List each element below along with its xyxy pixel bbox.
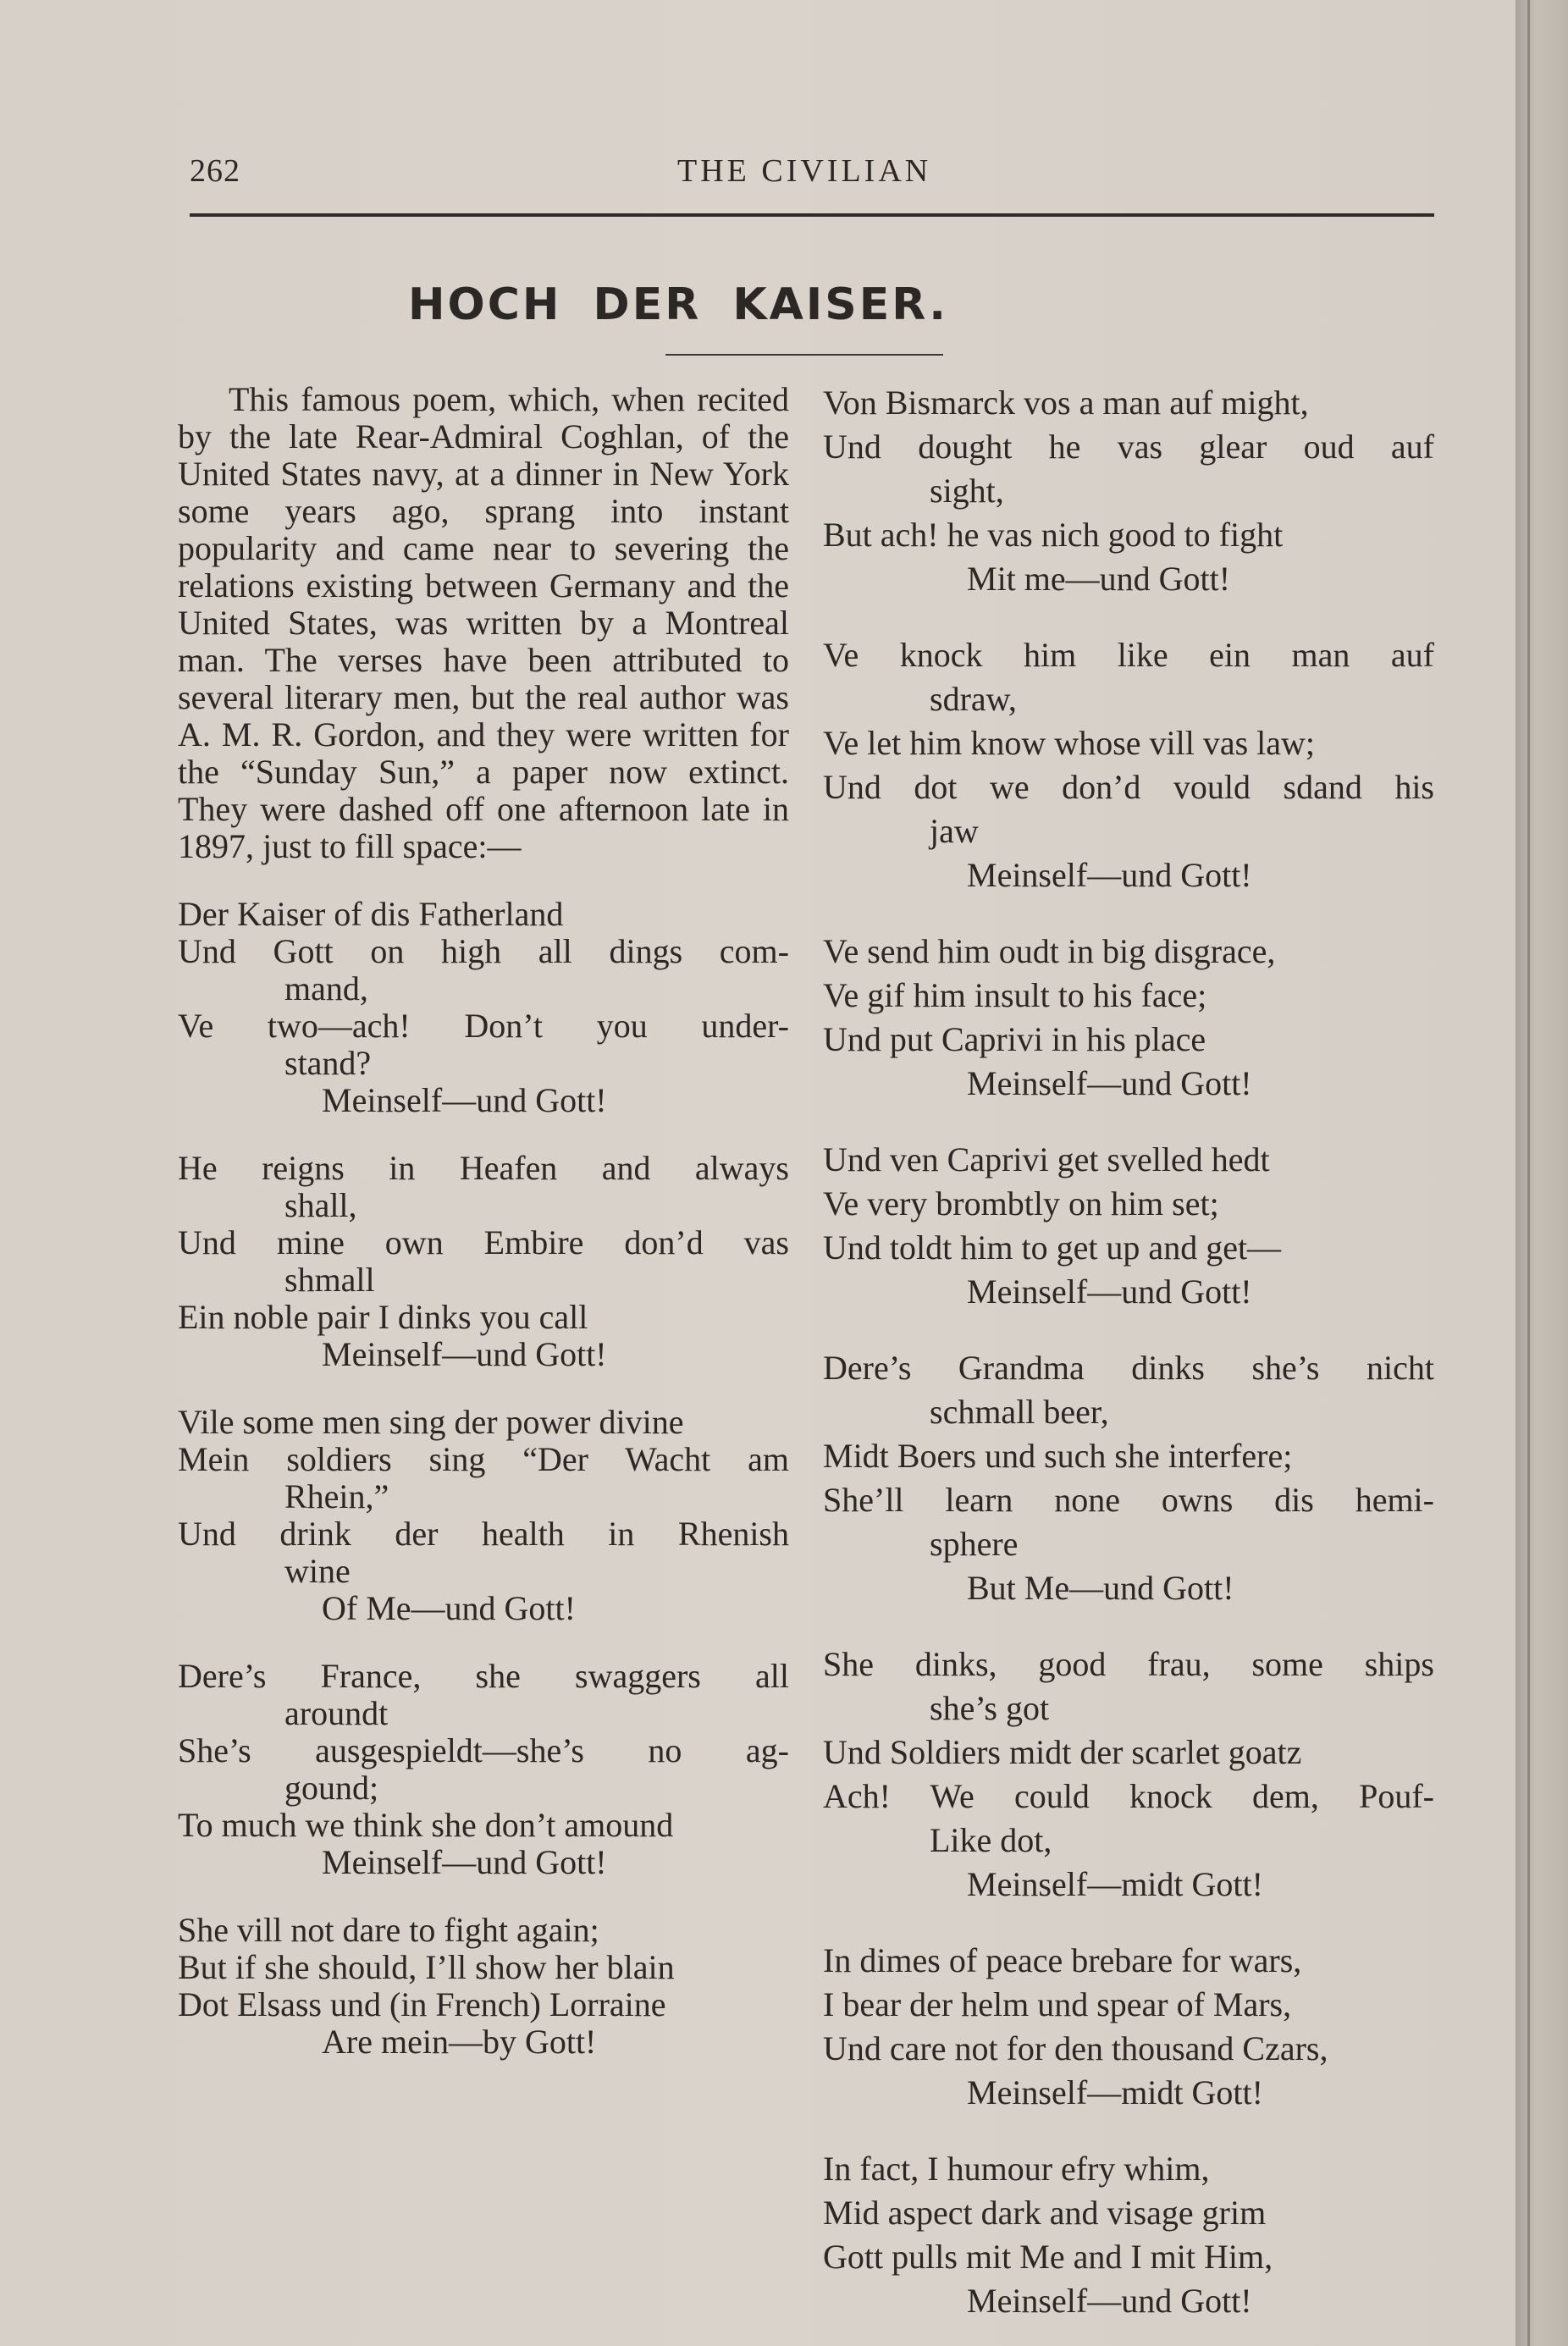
verse-line: sphere (930, 1525, 1019, 1563)
stanza (178, 1658, 789, 1881)
refrain-line: Meinself—und Gott! (967, 1272, 1252, 1311)
verse-line: Like dot, (930, 1821, 1052, 1859)
refrain-line: Meinself—und Gott! (322, 1335, 607, 1373)
stanza (823, 633, 1434, 897)
verse-line: Ve send him oudt in big disgrace, (823, 932, 1276, 970)
verse-line: She’s ausgespieldt—she’s no ag- (178, 1731, 789, 1769)
verse-line: Ve very brombtly on him set; (823, 1184, 1219, 1223)
verse-line: Und Soldiers midt der scarlet goatz (823, 1733, 1302, 1771)
stanza (823, 1138, 1434, 1314)
verse-line: Ein noble pair I dinks you call (178, 1298, 588, 1336)
verse-line: Midt Boers und such she interfere; (823, 1437, 1293, 1475)
header-rule (190, 213, 1434, 217)
page-header (190, 152, 1434, 195)
verse-line: Der Kaiser of dis Fatherland (178, 895, 564, 933)
verse-line: Von Bismarck vos a man auf might, (823, 384, 1309, 422)
binding-shadow (1527, 0, 1530, 2346)
title-rule (665, 354, 943, 356)
intro-paragraph: This famous poem, which, when recited by the late Rear-Admiral Coghlan, of the United States navy, at a dinner in New York some years ago, sprang into instant popularity and came near to severing the relations existing between Germany and the United States, was written by a Montreal man. The verses have been attributed to several literary men, but the real author was A. M. R. Gordon, and they were written for the “Sunday Sun,” a paper now extinct. They were dashed off one afternoon late in 1897, just to fill space:— (178, 380, 789, 865)
verse-line: She’ll learn none owns dis hemi- (823, 1481, 1434, 1519)
verse-line: Mein soldiers sing “Der Wacht am (178, 1440, 789, 1478)
verse-line: Und Gott on high all dings com- (178, 932, 789, 970)
verse-line: Dot Elsass und (in French) Lorraine (178, 1985, 666, 2023)
verse-line: But ach! he vas nich good to fight (823, 516, 1284, 554)
verse-line: mand, (284, 969, 368, 1007)
stanza (178, 896, 789, 1119)
verse-line: In dimes of peace brebare for wars, (823, 1941, 1302, 1979)
verse-line: In fact, I humour efry whim, (823, 2150, 1210, 2188)
verse-line: Vile some men sing der power divine (178, 1403, 684, 1441)
verse-line: Dere’s Grandma dinks she’s nicht (823, 1349, 1434, 1387)
verse-line: aroundt (284, 1694, 389, 1732)
refrain-line: Of Me—und Gott! (322, 1589, 576, 1627)
verse-line: shall, (284, 1186, 357, 1224)
refrain-line: Meinself—und Gott! (967, 1064, 1252, 1102)
verse-line: gound; (284, 1769, 379, 1807)
verse-line: To much we think she don’t amound (178, 1806, 674, 1844)
stanza (178, 1150, 789, 1373)
verse-line: sdraw, (930, 680, 1017, 718)
refrain-line: But Me—und Gott! (967, 1569, 1234, 1607)
binding-edge (1516, 0, 1568, 2346)
verse-line: Ve knock him like ein man auf (823, 636, 1434, 674)
verse-line: Ve two—ach! Don’t you under- (178, 1007, 789, 1045)
verse-line: shmall (284, 1261, 375, 1299)
refrain-line: Mit me—und Gott! (967, 560, 1231, 598)
article-title: HOCH DER KAISER. (408, 279, 948, 330)
poem-right (823, 381, 1434, 2323)
running-title: THE CIVILIAN (677, 153, 932, 189)
verse-line: Und dought he vas glear oud auf (823, 428, 1434, 466)
stanza (823, 381, 1434, 601)
verse-line: Und put Caprivi in his place (823, 1020, 1206, 1058)
stanza (823, 930, 1434, 1106)
verse-line: she’s got (930, 1689, 1050, 1727)
verse-line: Ach! We could knock dem, Pouf- (823, 1777, 1434, 1815)
verse-line: Gott pulls mit Me and I mit Him, (823, 2238, 1273, 2276)
stanza (823, 1346, 1434, 1610)
right-column (823, 381, 1434, 2323)
poem-left (178, 896, 789, 2061)
verse-line: She vill not dare to fight again; (178, 1911, 599, 1949)
verse-line: Und mine own Embire don’d vas (178, 1223, 789, 1261)
stanza (823, 2147, 1434, 2323)
stanza (823, 1939, 1434, 2115)
page-number: 262 (190, 153, 240, 189)
verse-line: wine (284, 1552, 351, 1590)
verse-line: sight, (930, 472, 1004, 510)
refrain-line: Meinself—midt Gott! (967, 1865, 1263, 1903)
verse-line: Dere’s France, she swaggers all (178, 1657, 789, 1695)
verse-line: Und toldt him to get up and get— (823, 1228, 1282, 1267)
verse-line: schmall beer, (930, 1393, 1109, 1431)
refrain-line: Meinself—und Gott! (967, 2282, 1252, 2320)
verse-line: Rhein,” (284, 1477, 389, 1515)
stanza (178, 1404, 789, 1627)
verse-line: Und ven Caprivi get svelled hedt (823, 1140, 1270, 1179)
verse-line: Ve gif him insult to his face; (823, 976, 1207, 1014)
refrain-line: Meinself—midt Gott! (967, 2073, 1263, 2111)
verse-line: jaw (930, 812, 979, 850)
refrain-line: Are mein—by Gott! (322, 2023, 597, 2061)
verse-line: stand? (284, 1044, 372, 1082)
refrain-line: Meinself—und Gott! (967, 856, 1252, 894)
verse-line: Und care not for den thousand Czars, (823, 2029, 1328, 2067)
verse-line: But if she should, I’ll show her blain (178, 1948, 675, 1986)
verse-line: Mid aspect dark and visage grim (823, 2194, 1267, 2232)
refrain-line: Meinself—und Gott! (322, 1081, 607, 1119)
stanza (823, 1642, 1434, 1907)
verse-line: He reigns in Heafen and always (178, 1149, 789, 1187)
left-column (178, 381, 789, 2061)
refrain-line: Meinself—und Gott! (322, 1843, 607, 1881)
verse-line: She dinks, good frau, some ships (823, 1645, 1434, 1683)
stanza (178, 1912, 789, 2061)
verse-line: Ve let him know whose vill vas law; (823, 724, 1316, 762)
verse-line: Und drink der health in Rhenish (178, 1515, 789, 1553)
verse-line: Und dot we don’d vould sdand his (823, 768, 1434, 806)
verse-line: I bear der helm und spear of Mars, (823, 1985, 1292, 2023)
